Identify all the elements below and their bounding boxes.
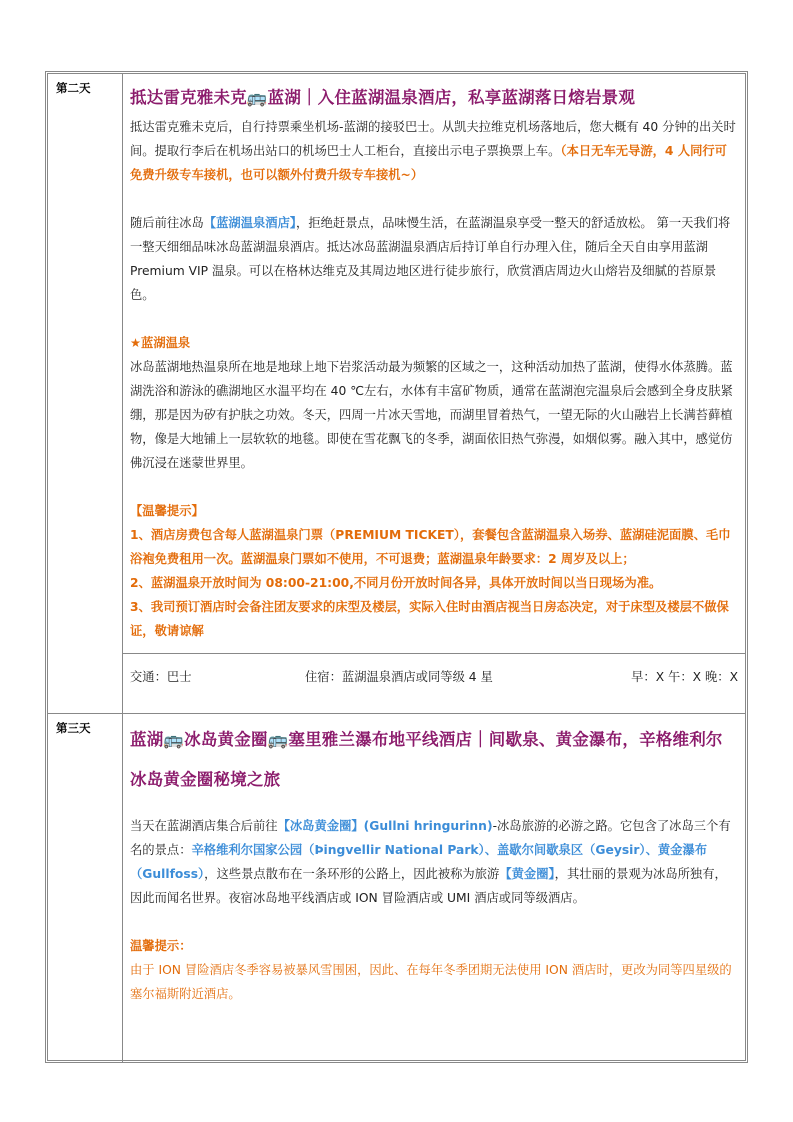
itinerary-table — [48, 74, 746, 1063]
day2-summary-bar — [123, 653, 746, 698]
day2-label-cell — [48, 74, 123, 714]
day2-arrival-paragraph — [123, 115, 746, 187]
day3-golden-circle-2: 【黄金圈】 — [499, 867, 555, 881]
day2-transport: 交通：巴士 — [130, 670, 192, 684]
day2-hotel-name: 【蓝湖温泉酒店】 — [203, 216, 297, 230]
day2-tips — [123, 499, 746, 643]
day2-arrival-note: （本日无车无导游，4 人同行可免费升级专车接机，也可以额外付费升级专车接机~） — [130, 144, 727, 182]
day3-text-c: ，这些景点散布在一条环形的公路上，因此被称为旅游 — [204, 867, 500, 881]
day3-attractions: 辛格维利尔国家公园（Þingvellir National Park）、盖歇尔间歇泉区（Geysir）、黄金瀑布（Gullfoss） — [130, 843, 708, 881]
day2-content — [123, 74, 747, 714]
day2-label: 第二天 — [56, 81, 91, 95]
day3-label: 第三天 — [56, 721, 91, 735]
day3-text-d: ，其壮丽的景观为冰岛所独有，因此而闻名世界。夜宿冰岛地平线酒店或 ION 冒险酒店或 UMI 酒店或同等级酒店。 — [130, 867, 727, 905]
day3-tips-title: 温馨提示： — [130, 939, 192, 953]
day2-section-title: ★蓝湖温泉 — [130, 336, 191, 350]
day3-row — [48, 714, 746, 1064]
day2-tip-2: 2、蓝湖温泉开放时间为 08:00-21:00,不同月份开放时间各异，具体开放时间以当日现场为准。 — [130, 576, 662, 590]
day3-tip-text: 由于 ION 冒险酒店冬季容易被暴风雪围困，因此、在每年冬季团期无法使用 ION 酒店时，更改为同等四星级的塞尔福斯附近酒店。 — [130, 963, 732, 1001]
day2-tip-1: 1、酒店房费包含每人蓝湖温泉门票（PREMIUM TICKET），套餐包含蓝湖温泉入场券、蓝湖硅泥面膜、毛巾浴袍免费租用一次。蓝湖温泉门票如不使用，不可退费；蓝湖温泉年龄要求：2 周岁及以上； — [130, 528, 731, 566]
day2-meals: 早：X 午：X 晚：X — [631, 670, 738, 684]
day3-label-cell — [48, 714, 123, 1064]
day2-arrival-text: 抵达雷克雅未克后，自行持票乘坐机场-蓝湖的接驳巴士。从凯夫拉维克机场落地后，您大概有 40 分钟的出关时间。提取行李后在机场出站口的机场巴士人工柜台，直接出示电子票换票上车。 — [130, 120, 736, 158]
day2-title: 抵达雷克雅未克🚌蓝湖｜入住蓝湖温泉酒店，私享蓝湖落日熔岩景观 — [130, 88, 636, 107]
itinerary-frame — [45, 71, 748, 1063]
day3-golden-circle-link: 【冰岛黄金圈】(Gullni hringurinn) — [277, 819, 493, 833]
day2-tip-3: 3、我司预订酒店时会备注团友要求的床型及楼层，实际入住时由酒店视当日房态决定，对于床型及楼层不做保证，敬请谅解 — [130, 600, 729, 638]
day2-row — [48, 74, 746, 714]
day3-tips — [123, 934, 746, 1006]
day3-text-a: 当天在蓝湖酒店集合后前往 — [130, 819, 278, 833]
day2-tips-title: 【温馨提示】 — [130, 504, 204, 518]
day2-section-text: 冰岛蓝湖地热温泉所在地是地球上地下岩浆活动最为频繁的区域之一，这种活动加热了蓝湖，使得水体蒸腾。蓝湖洗浴和游泳的礁湖地区水温平均在 40 ℃左右，水体有丰富矿物质，通常在蓝湖泡完温泉后会感到全身皮肤紧绷，那是因为矽有护肤之功效。冬天，四周一片冰天雪地，而湖里冒着热气，一望无际的火山融岩上长满苔藓植物，像是大地铺上一层软软的地毯。即使在雪花飘飞的冬季，湖面依旧热气弥漫，如烟似雾。融入其中，感觉仿佛沉浸在迷蒙世界里。 — [130, 360, 733, 470]
day2-accommodation: 住宿：蓝湖温泉酒店或同等级 4 星 — [305, 670, 493, 684]
day2-hotel-pre: 随后前往冰岛 — [130, 216, 204, 230]
day3-text-b: -冰岛旅游的必游之路。它包含了冰岛三个有名的景点： — [130, 819, 731, 857]
day2-section-paragraph — [123, 331, 746, 475]
day3-golden-circle-paragraph — [123, 814, 746, 910]
day2-hotel-post: ，拒绝赶景点，品味慢生活，在蓝湖温泉享受一整天的舒适放松。 第一天我们将一整天细细品味冰岛蓝湖温泉酒店。抵达冰岛蓝湖温泉酒店后持订单自行办理入住，随后全天自由享用蓝湖 Premium VIP 温泉。可以在格林达维克及其周边地区进行徒步旅行，欣赏酒店周边火山熔岩及细腻的苔原景色。 — [130, 216, 731, 302]
day2-hotel-paragraph — [123, 211, 746, 307]
day3-title: 蓝湖🚌冰岛黄金圈🚌塞里雅兰瀑布地平线酒店｜间歇泉、黄金瀑布，辛格维利尔冰岛黄金圈秘境之旅 — [130, 730, 723, 789]
day3-content — [123, 714, 747, 1064]
